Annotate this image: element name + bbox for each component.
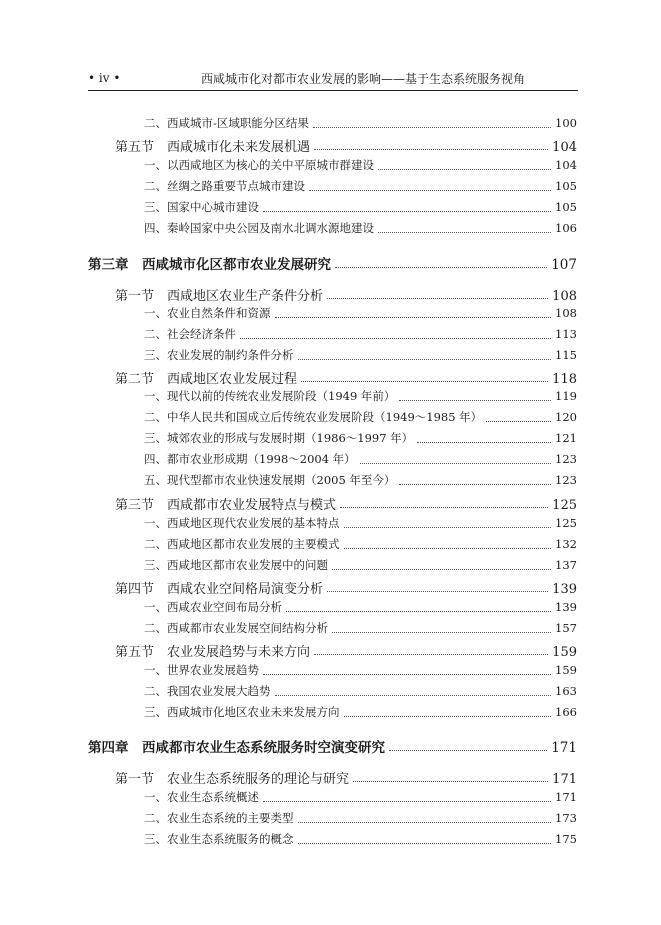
toc-entry-title: 一、现代以前的传统农业发展阶段（1949 年前） xyxy=(144,389,396,403)
toc-entry-title: 四、都市农业形成期（1998～2004 年） xyxy=(144,452,356,466)
toc-section-entry xyxy=(115,768,577,787)
toc-page-number: 157 xyxy=(555,621,577,635)
toc-page-number: 115 xyxy=(555,348,577,362)
toc-entry-title: 二、西咸地区都市农业发展的主要模式 xyxy=(144,537,340,551)
toc-page-number: 105 xyxy=(555,179,577,193)
toc-page-number: 105 xyxy=(555,200,577,214)
toc-entry-title: 三、农业发展的制约条件分析 xyxy=(144,348,294,362)
page-number: • iv • xyxy=(88,71,121,85)
toc-entry-title: 第三章 西咸城市化区都市农业发展研究 xyxy=(88,257,331,273)
toc-entry-title: 三、西咸地区都市农业发展中的问题 xyxy=(144,558,328,572)
dot-leader xyxy=(344,527,552,528)
dot-leader xyxy=(301,381,548,382)
toc-item-entry xyxy=(144,409,577,425)
dot-leader xyxy=(314,149,548,150)
toc-page-number: 123 xyxy=(555,473,577,487)
toc-item-entry xyxy=(144,557,577,573)
toc-entry-title: 五、现代型都市农业快速发展期（2005 年至今） xyxy=(144,473,396,487)
toc-entry-title: 二、西咸都市农业发展空间结构分析 xyxy=(144,621,328,635)
toc-entry-title: 一、世界农业发展趋势 xyxy=(144,663,259,677)
toc-page-number: 119 xyxy=(555,389,577,403)
toc-item-entry xyxy=(144,810,577,826)
toc-page-number: 104 xyxy=(555,158,577,172)
toc-page-number: 139 xyxy=(552,582,577,597)
dot-leader xyxy=(360,463,551,464)
toc-entry-title: 第二节 西咸地区农业发展过程 xyxy=(115,372,298,387)
dot-leader xyxy=(344,716,552,717)
dot-leader xyxy=(327,298,548,299)
toc-entry-title: 三、国家中心城市建设 xyxy=(144,200,259,214)
dot-leader xyxy=(335,267,547,268)
dot-leader xyxy=(263,674,551,675)
toc-page-number: 171 xyxy=(551,740,577,756)
dot-leader xyxy=(486,421,551,422)
toc-section-entry xyxy=(115,136,577,155)
toc-entry-title: 一、西咸地区现代农业发展的基本特点 xyxy=(144,516,340,530)
dot-leader xyxy=(263,211,551,212)
dot-leader xyxy=(298,822,552,823)
toc-item-entry xyxy=(144,662,577,678)
dot-leader xyxy=(275,317,552,318)
dot-leader xyxy=(313,127,551,128)
toc-page-number: 159 xyxy=(555,663,577,677)
toc-entry-title: 第四节 西咸农业空间格局演变分析 xyxy=(115,582,324,597)
toc-item-entry xyxy=(144,789,577,805)
toc-item-entry xyxy=(144,430,577,446)
dot-leader xyxy=(417,442,551,443)
toc-entry-title: 一、农业自然条件和资源 xyxy=(144,306,271,320)
toc-page-number: 175 xyxy=(555,832,577,846)
dot-leader xyxy=(314,654,548,655)
toc-item-entry xyxy=(144,683,577,699)
dot-leader xyxy=(332,632,551,633)
toc-entry-title: 第三节 西咸都市农业发展特点与模式 xyxy=(115,498,337,513)
toc-item-entry xyxy=(144,305,577,321)
toc-page-number: 120 xyxy=(555,410,577,424)
dot-leader xyxy=(378,232,551,233)
toc-item-entry xyxy=(144,536,577,552)
dot-leader xyxy=(399,484,551,485)
toc-item-entry xyxy=(144,115,577,131)
toc-entry-title: 第四章 西咸都市农业生态系统服务时空演变研究 xyxy=(88,740,385,756)
dot-leader xyxy=(399,400,551,401)
toc-page-number: 118 xyxy=(552,372,577,387)
toc-section-entry xyxy=(115,641,577,660)
dot-leader xyxy=(340,507,548,508)
toc-page-number: 106 xyxy=(555,221,577,235)
toc-page-number: 108 xyxy=(552,289,577,304)
toc-page-number: 171 xyxy=(555,790,577,804)
toc-item-entry xyxy=(144,388,577,404)
dot-leader xyxy=(309,190,551,191)
toc-page-number: 123 xyxy=(555,452,577,466)
toc-item-entry xyxy=(144,451,577,467)
toc-entry-title: 二、中华人民共和国成立后传统农业发展阶段（1949～1985 年） xyxy=(144,410,483,424)
toc-page-number: 173 xyxy=(555,811,577,825)
toc-entry-title: 二、丝绸之路重要节点城市建设 xyxy=(144,179,305,193)
toc-item-entry xyxy=(144,515,577,531)
toc-page-number: 125 xyxy=(552,498,577,513)
dot-leader xyxy=(327,591,548,592)
toc-page-number: 132 xyxy=(555,537,577,551)
toc-entry-title: 第五节 农业发展趋势与未来方向 xyxy=(115,645,311,660)
toc-page-number: 108 xyxy=(555,306,577,320)
dot-leader xyxy=(298,843,552,844)
toc-item-entry xyxy=(144,157,577,173)
toc-page-number: 107 xyxy=(551,257,577,273)
toc-entry-title: 二、社会经济条件 xyxy=(144,327,236,341)
running-title: 西咸城市化对都市农业发展的影响——基于生态系统服务视角 xyxy=(200,71,525,86)
toc-chapter-entry xyxy=(88,736,577,756)
dot-leader xyxy=(332,569,551,570)
toc-page-number: 113 xyxy=(555,327,577,341)
dot-leader xyxy=(353,781,548,782)
toc-entry-title: 二、农业生态系统的主要类型 xyxy=(144,811,294,825)
toc-entry-title: 三、农业生态系统服务的概念 xyxy=(144,832,294,846)
toc-item-entry xyxy=(144,347,577,363)
toc-section-entry xyxy=(115,285,577,304)
dot-leader xyxy=(240,338,551,339)
toc-page-number: 100 xyxy=(555,116,577,130)
toc-page-number: 139 xyxy=(555,600,577,614)
toc-entry-title: 三、城郊农业的形成与发展时期（1986～1997 年） xyxy=(144,431,414,445)
toc-item-entry xyxy=(144,472,577,488)
toc-page-number: 104 xyxy=(552,140,577,155)
dot-leader xyxy=(378,169,551,170)
toc-entry-title: 一、农业生态系统概述 xyxy=(144,790,259,804)
toc-entry-title: 二、西咸城市-区域职能分区结果 xyxy=(144,116,309,130)
toc-page-number: 121 xyxy=(555,431,577,445)
toc-entry-title: 一、以西咸地区为核心的关中平原城市群建设 xyxy=(144,158,374,172)
dot-leader xyxy=(298,359,552,360)
toc-entry-title: 第一节 西咸地区农业生产条件分析 xyxy=(115,289,324,304)
toc-item-entry xyxy=(144,620,577,636)
toc-page-number: 171 xyxy=(552,772,577,787)
toc-page-number: 125 xyxy=(555,516,577,530)
toc-entry-title: 一、西咸农业空间布局分析 xyxy=(144,600,282,614)
toc-entry-title: 二、我国农业发展大趋势 xyxy=(144,684,271,698)
dot-leader xyxy=(389,750,547,751)
toc-entry-title: 第一节 农业生态系统服务的理论与研究 xyxy=(115,772,350,787)
toc-section-entry xyxy=(115,578,577,597)
toc-page-number: 166 xyxy=(555,705,577,719)
dot-leader xyxy=(263,801,551,802)
toc-item-entry xyxy=(144,704,577,720)
toc-item-entry xyxy=(144,220,577,236)
toc-section-entry xyxy=(115,494,577,513)
toc-page-number: 137 xyxy=(555,558,577,572)
toc-section-entry xyxy=(115,368,577,387)
toc-item-entry xyxy=(144,599,577,615)
toc-entry-title: 三、西咸城市化地区农业未来发展方向 xyxy=(144,705,340,719)
toc-entry-title: 第五节 西咸城市化未来发展机遇 xyxy=(115,140,311,155)
toc-page-number: 159 xyxy=(552,645,577,660)
toc-page-number: 163 xyxy=(555,684,577,698)
toc-item-entry xyxy=(144,199,577,215)
toc-entry-title: 四、秦岭国家中央公园及南水北调水源地建设 xyxy=(144,221,374,235)
dot-leader xyxy=(344,548,552,549)
toc-item-entry xyxy=(144,831,577,847)
toc-item-entry xyxy=(144,178,577,194)
toc-item-entry xyxy=(144,326,577,342)
dot-leader xyxy=(275,695,552,696)
dot-leader xyxy=(286,611,551,612)
toc-chapter-entry xyxy=(88,253,577,273)
